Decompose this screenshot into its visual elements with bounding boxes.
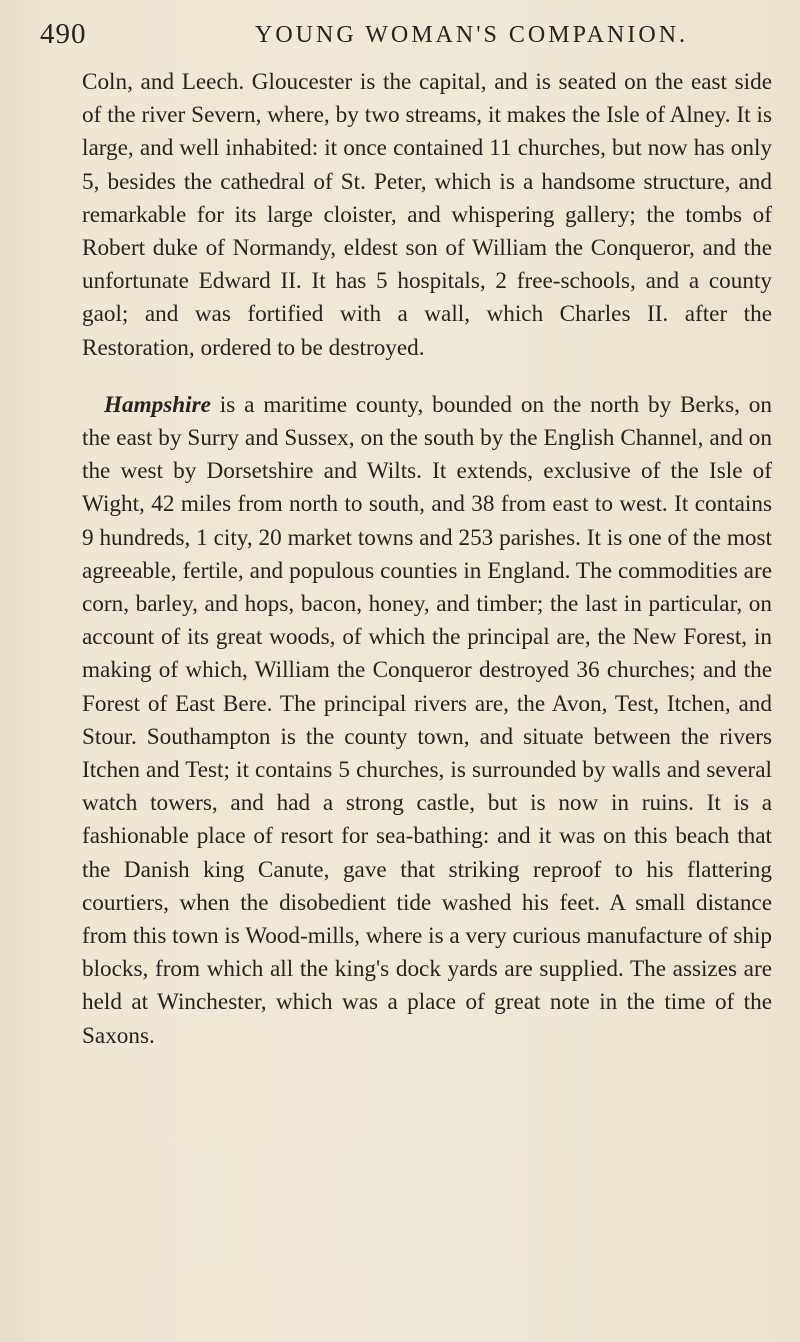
page-header bbox=[40, 18, 760, 52]
running-head: YOUNG WOMAN'S COMPANION. bbox=[255, 22, 689, 48]
paragraph-hampshire bbox=[82, 389, 772, 1053]
county-name: Hampshire bbox=[104, 391, 211, 418]
body-text bbox=[82, 66, 772, 1053]
paragraph-gloucester bbox=[82, 66, 772, 365]
paragraph-text: Coln, and Leech. Gloucester is the capital, and is seated on the east side of the river Severn, where, by two streams, it makes the Isle of Alney. It is large, and well inhabited: it once contained 11 churches, but now has only 5, besides the cathedral of St. Peter, which is a handsome structure, and remarkable for its large cloister, and whispering gallery; the tombs of Robert duke of Normandy, eldest son of William the Conqueror, and the unfortunate Edward II. It has 5 hospitals, 2 free-schools, and a county gaol; and was fortified with a wall, which Charles II. after the Restoration, ordered to be destroyed. bbox=[82, 69, 772, 361]
paragraph-text: is a maritime county, bounded on the north by Berks, on the east by Surry and Sussex, on the south by the English Channel, and on the west by Dorsetshire and Wilts. It extends, exclusive of the Isle of Wight, 42 miles from north to south, and 38 from east to west. It contains 9 hundreds, 1 city, 20 market towns and 253 parishes. It is one of the most agreeable, fertile, and populous counties in England. The commodities are corn, barley, and hops, bacon, honey, and timber; the last in particular, on account of its great woods, of which the principal are, the New Forest, in making of which, William the Conqueror destroyed 36 churches; and the Forest of East Bere. The principal rivers are, the Avon, Test, Itchen, and Stour. Southampton is the county town, and situate between the rivers Itchen and Test; it contains 5 churches, is surrounded by walls and several watch towers, and had a strong castle, but is now in ruins. It is a fashionable place of resort for sea-bathing: and it was on this beach that the Danish king Canute, gave that striking reproof to his flattering courtiers, when the disobedient tide washed his feet. A small distance from this town is Wood-mills, where is a very curious manufacture of ship blocks, from which all the king's dock yards are supplied. The assizes are held at Winchester, which was a place of great note in the time of the Saxons. bbox=[82, 391, 772, 1049]
page-number: 490 bbox=[40, 18, 87, 50]
